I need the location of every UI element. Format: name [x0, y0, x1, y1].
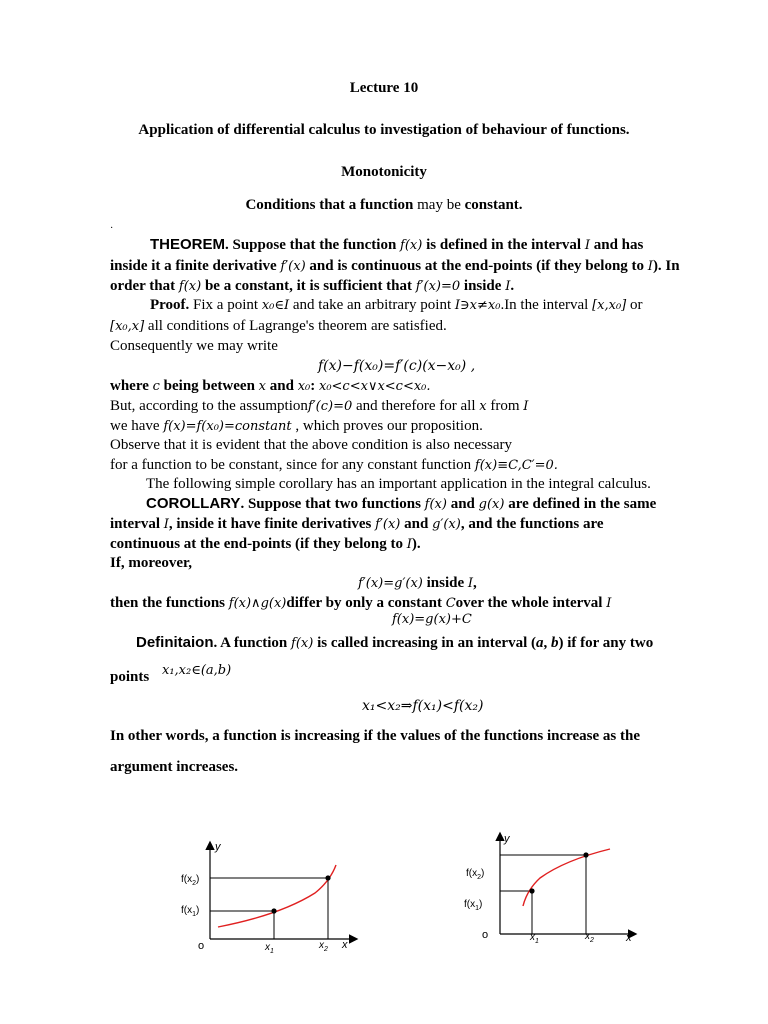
corollary-condition: f′(x)=g′(x) inside I,	[358, 575, 477, 591]
corollary-line-4: If, moreover,	[110, 555, 193, 571]
y-axis-label: y	[215, 841, 221, 853]
fx2-label: $f(x_2)$	[466, 868, 485, 881]
definition-line-1: Definitaion. A function f(x) is called increasing in an interval (a, b) if for any two	[136, 634, 654, 651]
theorem-line-1: THEOREM. Suppose that the function f(x) is defined in the interval I and has	[150, 236, 644, 253]
fx1-label: $f(x_1)$	[464, 899, 483, 912]
definition-other-words-1: In other words, a function is increasing if the values of the functions increase as the	[110, 728, 641, 744]
definition-other-words-2: argument increases.	[110, 759, 239, 775]
corollary-line-3: continuous at the end-points (if they belong to I).	[110, 536, 421, 552]
fx1-label: $f(x_1)$	[181, 905, 200, 918]
corollary-result: f(x)=g(x)+C	[392, 612, 472, 627]
proof-line-6: But, according to the assumptionf′(c)=0 and therefore for all x from I	[110, 398, 529, 414]
x-axis-label: x	[342, 939, 348, 951]
proof-line-1: Proof. Fix a point x₀∈I and take an arbitrary point I∋x≠x₀.In the interval [x,x₀] or	[150, 297, 643, 313]
corollary-line-6: then the functions f(x)∧g(x)differ by only a constant Cover the whole interval I	[110, 595, 612, 611]
increasing-graph-right	[455, 830, 655, 950]
proof-line-5: where c being between x and x₀: x₀<c<x∨x<c<x₀.	[110, 378, 431, 394]
theorem-line-3: order that f(x) be a constant, it is sufficient that f′(x)=0 inside I.	[110, 278, 515, 294]
x2-label: $x_2$	[585, 931, 594, 944]
lecture-title: Application of differential calculus to investigation of behaviour of functions.	[138, 122, 630, 138]
point-x2	[583, 852, 588, 857]
point-x2	[325, 875, 330, 880]
theorem-line-2: inside it a finite derivative f′(x) and is continuous at the end-points (if they belong to I). In	[110, 258, 680, 274]
section-heading: Monotonicity	[341, 164, 427, 180]
proof-line-8: Observe that it is evident that the above condition is also necessary	[110, 437, 512, 453]
corollary-line-1: COROLLARY. Suppose that two functions f(x) and g(x) are defined in the same	[146, 495, 657, 512]
definition-implication: x₁<x₂⇒f(x₁)<f(x₂)	[362, 698, 484, 714]
lecture-number: Lecture 10	[349, 80, 419, 96]
x1-label: $x_1$	[530, 932, 539, 945]
corollary-line-2: interval I, inside it have finite derivatives f′(x) and g′(x), and the functions are	[110, 516, 604, 532]
x2-label: $x_2$	[319, 940, 328, 953]
y-axis-label: y	[504, 833, 510, 845]
proof-line-9: for a function to be constant, since for any constant function f(x)≡C,C′=0.	[110, 457, 558, 473]
lagrange-formula: f(x)−f(x₀)=f′(c)(x−x₀) ,	[318, 358, 476, 374]
definition-points-word: points	[110, 669, 150, 685]
x1-label: $x_1$	[265, 942, 274, 955]
proof-line-2: [x₀,x] all conditions of Lagrange's theorem are satisfied.	[110, 318, 447, 334]
proof-line-10: The following simple corollary has an important application in the integral calculus.	[146, 476, 651, 492]
increasing-curve	[523, 849, 610, 906]
x-axis-label: x	[626, 932, 632, 944]
point-x1	[271, 908, 276, 913]
fx2-label: $f(x_2)$	[181, 874, 200, 887]
increasing-graph-left	[170, 835, 370, 955]
origin-label: o	[482, 929, 489, 941]
origin-label: o	[198, 940, 205, 952]
increasing-curve	[218, 865, 336, 927]
point-x1	[529, 888, 534, 893]
proof-line-3: Consequently we may write	[110, 338, 278, 354]
subsection-heading: Conditions that a function may be constant.	[245, 197, 523, 213]
definition-points-set: x₁,x₂∈(a,b)	[162, 663, 232, 678]
proof-line-7: we have f(x)=f(x₀)=constant , which proves our proposition.	[110, 418, 483, 434]
stray-dot: ·	[110, 223, 114, 234]
